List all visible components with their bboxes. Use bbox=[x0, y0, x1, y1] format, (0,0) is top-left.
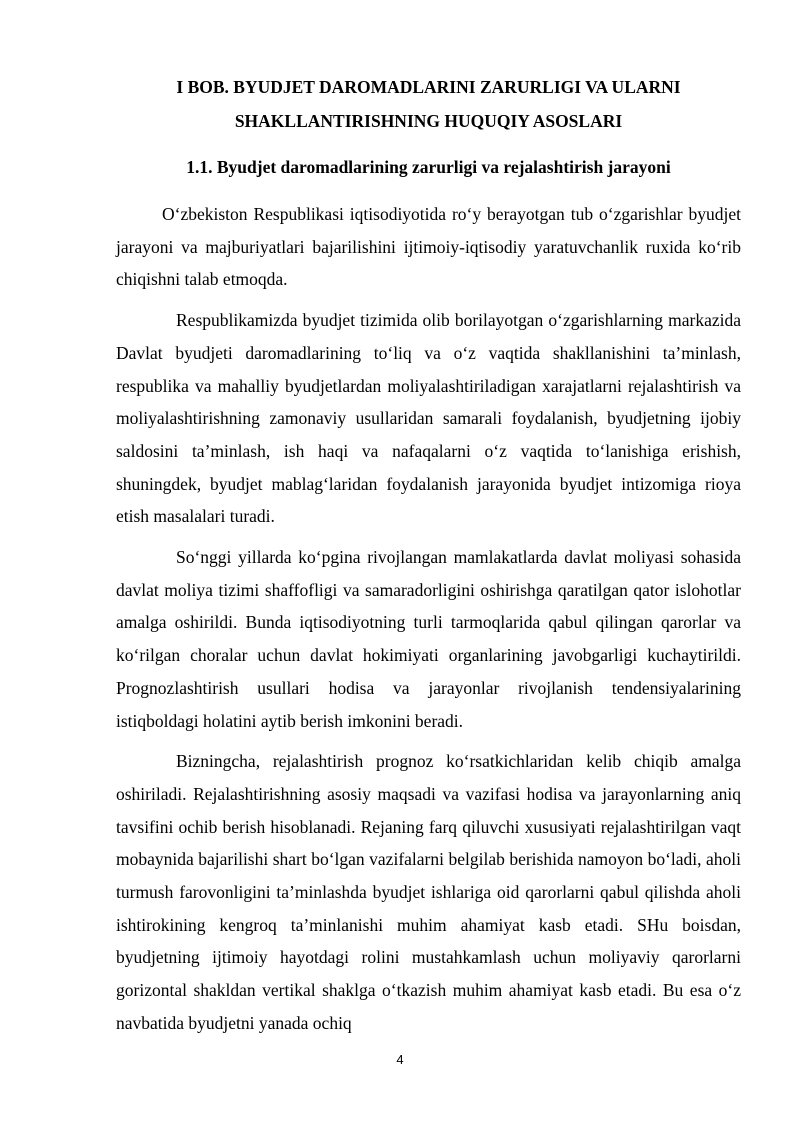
document-page bbox=[116, 70, 741, 1048]
paragraph-3: So‘nggi yillarda ko‘pgina rivojlangan mamlakatlarda davlat moliyasi sohasida davlat moliya tizimi shaffofligi va samaradorligini oshirishga qaratilgan qator islohotlar amalga oshirildi. Bunda iqtisodiyotning turli tarmoqlarida qabul qilingan qarorlar va ko‘rilgan choralar uchun davlat hokimiyati organlarining javobgarligi kuchaytirildi. Prognozlashtirish usullari hodisa va jarayonlar rivojlanish tendensiyalarining istiqboldagi holatini aytib berish imkonini beradi. bbox=[116, 547, 741, 731]
chapter-title-line-2: SHAKLLANTIRISHNING HUQUQIY ASOSLARI bbox=[234, 111, 623, 131]
paragraph-1: O‘zbekiston Respublikasi iqtisodiyotida ro‘y berayotgan tub o‘zgarishlar byudjet jarayoni va majburiyatlari bajarilishini ijtimoiy-iqtisodiy yaratuvchanlik ruxida ko‘rib chiqishni talab etmoqda. bbox=[116, 204, 741, 290]
chapter-title-line-1: I BOB. BYUDJET DAROMADLARINI ZARURLIGI VA ULARNI bbox=[176, 77, 681, 97]
page-number: 4 bbox=[396, 1052, 404, 1067]
paragraph-4: Bizningcha, rejalashtirish prognoz ko‘rsatkichlaridan kelib chiqib amalga oshiriladi. Rejalashtirishning asosiy maqsadi va vazifasi hodisa va jarayonlarning aniq tavsifini ochib berish hisoblanadi. Rejaning farq qiluvchi xususiyati rejalashtirilgan vaqt mobaynida bajarilishi shart bo‘lgan vazifalarni belgilab berishida namoyon bo‘ladi, aholi turmush farovonligini ta’minlashda byudjet ishlariga oid qarorlarni qabul qilishda aholi ishtirokining kengroq ta’minlanishi muhim ahamiyat kasb etadi. SHu boisdan, byudjetning ijtimoiy hayotdagi rolini mustahkamlash uchun moliyaviy qarorlarni gorizontal shakldan vertikal shaklga o‘tkazish muhim ahamiyat kasb etadi. Bu esa o‘z navbatida byudjetni yanada ochiq bbox=[116, 751, 741, 1033]
paragraph-2: Respublikamizda byudjet tizimida olib borilayotgan o‘zgarishlarning markazida Davlat byudjeti daromadlarining to‘liq va o‘z vaqtida shakllanishini ta’minlash, respublika va mahalliy byudjetlardan moliyalashtiriladigan xarajatlarni rejalashtirish va moliyalashtirishning zamonaviy usullaridan samarali foydalanish, byudjetning ijobiy saldosini ta’minlash, ish haqi va nafaqalarni o‘z vaqtida to‘lanishiga erishish, shuningdek, byudjet mablag‘laridan foydalanish jarayonida byudjet intizomiga rioya etish masalalari turadi. bbox=[116, 310, 741, 527]
section-title: 1.1. Byudjet daromadlarining zarurligi va rejalashtirish jarayoni bbox=[186, 157, 671, 177]
chapter-title bbox=[116, 70, 741, 138]
